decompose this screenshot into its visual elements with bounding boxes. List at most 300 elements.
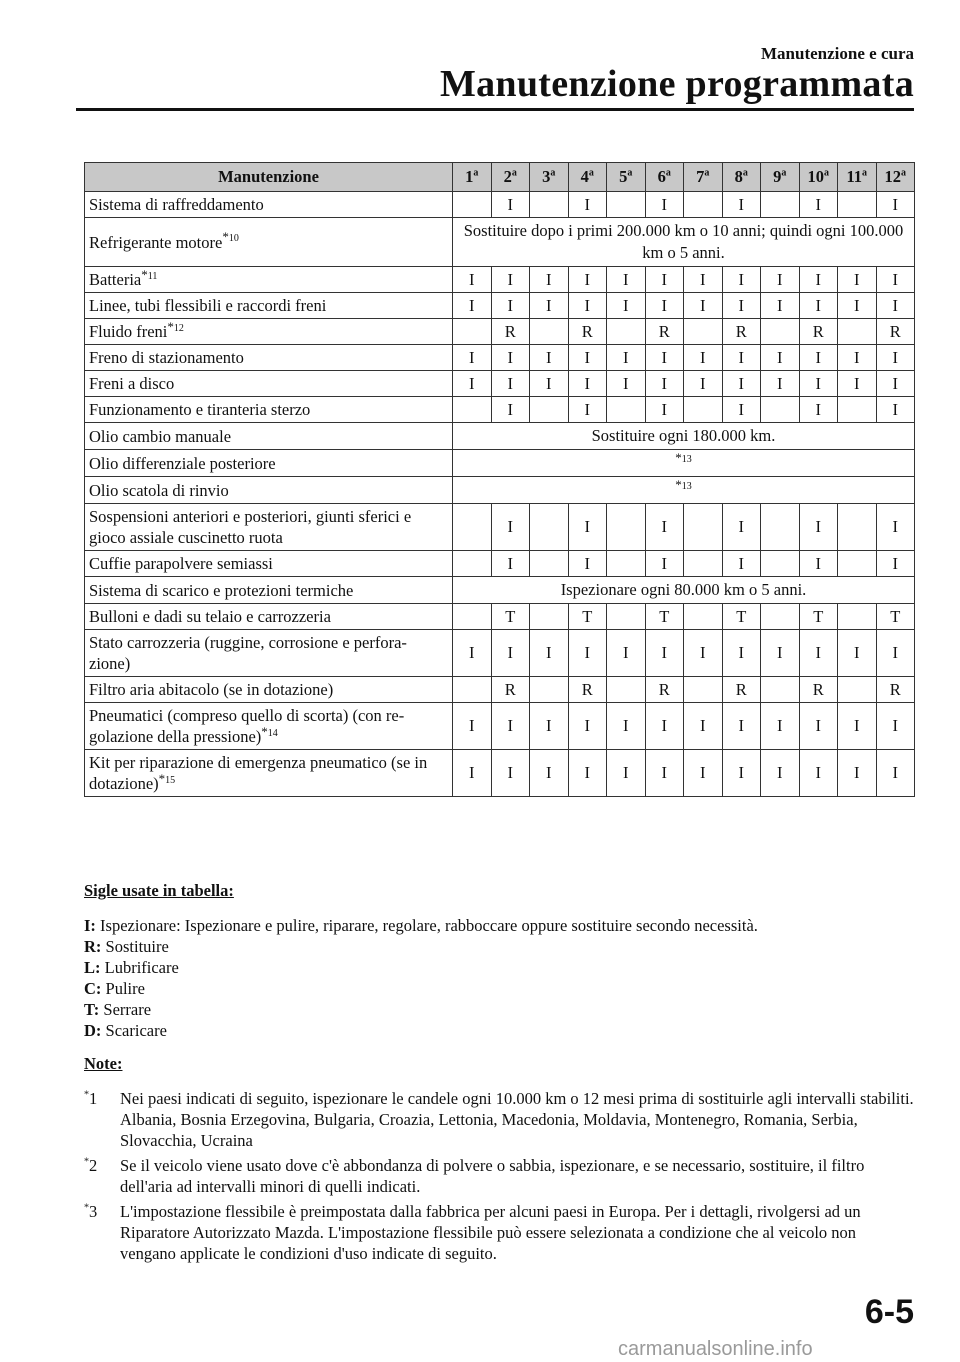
interval-ordinal: a [704, 167, 710, 179]
schedule-cell: I [491, 397, 530, 423]
interval-ordinal: a [588, 167, 594, 179]
schedule-cell [453, 192, 492, 218]
row-label [85, 345, 453, 371]
column-header-maintenance: Manutenzione [85, 163, 453, 192]
schedule-cell: I [838, 630, 877, 677]
schedule-cell: I [722, 293, 761, 319]
schedule-cell: I [530, 630, 569, 677]
table-row [85, 551, 915, 577]
schedule-cell: I [876, 551, 915, 577]
schedule-cell: I [761, 345, 800, 371]
note-text [120, 1088, 914, 1151]
row-label-text: Pneumatici (compreso quello di scorta) (con re-golazione della pressione) [89, 706, 405, 746]
row-label-text: Sospensioni anteriori e posteriori, giunti sferici e gioco assiale cuscinetto ruota [89, 507, 412, 547]
row-label [85, 750, 453, 797]
schedule-cell [684, 677, 723, 703]
legend-code: C: [84, 979, 102, 998]
schedule-cell: I [876, 371, 915, 397]
schedule-cell [838, 192, 877, 218]
schedule-cell [530, 677, 569, 703]
schedule-cell: I [568, 504, 607, 551]
legend-list [84, 915, 914, 1041]
schedule-cell: I [761, 293, 800, 319]
row-label [85, 293, 453, 319]
interval-number: 3 [542, 167, 551, 186]
footnote-ref [675, 449, 692, 465]
table-row [85, 477, 915, 504]
row-label-text: Freno di stazionamento [89, 348, 244, 367]
schedule-cell: I [722, 750, 761, 797]
column-header-interval [645, 163, 684, 192]
interval-number: 2 [503, 167, 512, 186]
legend-item [84, 915, 914, 936]
schedule-cell [453, 504, 492, 551]
schedule-cell [761, 504, 800, 551]
row-label [85, 192, 453, 218]
schedule-cell [761, 397, 800, 423]
schedule-cell: I [645, 345, 684, 371]
asterisk-icon: * [84, 1089, 89, 1101]
row-label-text: Bulloni e dadi su telaio e carrozzeria [89, 607, 331, 626]
schedule-cell: I [799, 267, 838, 293]
row-label [85, 504, 453, 551]
note-marker [84, 1155, 120, 1197]
legend-item [84, 957, 914, 978]
footnote-number: 10 [228, 233, 239, 244]
table-header-row [85, 163, 915, 192]
schedule-cell: I [491, 504, 530, 551]
schedule-cell [838, 397, 877, 423]
row-label-text: Funzionamento e tiranteria sterzo [89, 400, 311, 419]
schedule-cell: R [876, 319, 915, 345]
schedule-cell: I [722, 267, 761, 293]
footnote-ref [167, 318, 184, 334]
schedule-cell [684, 604, 723, 630]
row-label-text: Sistema di raffreddamento [89, 195, 264, 214]
legend-code: T: [84, 1000, 100, 1019]
asterisk-icon: * [141, 266, 148, 282]
schedule-cell: I [761, 750, 800, 797]
legend-code: I: [84, 916, 96, 935]
row-label [85, 604, 453, 630]
schedule-cell: I [645, 551, 684, 577]
schedule-span-cell [453, 477, 915, 504]
schedule-span-cell [453, 450, 915, 477]
schedule-cell: I [491, 750, 530, 797]
row-label [85, 630, 453, 677]
row-label-text: Batteria [89, 270, 142, 289]
schedule-cell: I [645, 267, 684, 293]
interval-number: 8 [734, 167, 743, 186]
row-label [85, 397, 453, 423]
schedule-cell: I [491, 345, 530, 371]
schedule-cell [607, 192, 646, 218]
schedule-span-cell: Sostituire dopo i primi 200.000 km o 10 anni; quindi ogni 100.000 km o 5 anni. [453, 218, 915, 267]
schedule-cell [453, 551, 492, 577]
table-row [85, 397, 915, 423]
table-body [85, 192, 915, 797]
schedule-cell: I [453, 630, 492, 677]
interval-number: 4 [580, 167, 589, 186]
schedule-cell [607, 551, 646, 577]
column-header-interval [722, 163, 761, 192]
schedule-cell: I [607, 267, 646, 293]
note-number: 2 [89, 1156, 98, 1175]
note-number: 1 [89, 1089, 98, 1108]
table-row [85, 630, 915, 677]
footnote-ref [675, 476, 692, 492]
row-label [85, 703, 453, 750]
row-label-text: Sistema di scarico e protezioni termiche [89, 580, 354, 600]
interval-ordinal: a [824, 167, 829, 179]
row-label [85, 218, 453, 267]
row-label [85, 577, 453, 604]
footnote-number: 13 [681, 453, 692, 465]
schedule-cell: R [568, 677, 607, 703]
row-label [85, 423, 453, 450]
schedule-cell: I [453, 750, 492, 797]
row-label [85, 551, 453, 577]
legend-code: D: [84, 1021, 102, 1040]
schedule-cell: I [568, 551, 607, 577]
schedule-cell: T [799, 604, 838, 630]
interval-number: 9 [773, 167, 782, 186]
footnote-ref [141, 266, 158, 282]
interval-number: 1 [465, 167, 474, 186]
schedule-cell [838, 604, 877, 630]
schedule-cell: I [607, 371, 646, 397]
column-header-interval [761, 163, 800, 192]
note-item [84, 1155, 914, 1197]
schedule-cell: I [799, 192, 838, 218]
interval-ordinal: a [781, 167, 787, 179]
column-header-interval [799, 163, 838, 192]
schedule-cell: I [876, 750, 915, 797]
asterisk-icon: * [675, 449, 682, 465]
schedule-cell [453, 397, 492, 423]
schedule-cell: R [568, 319, 607, 345]
interval-ordinal: a [473, 167, 479, 179]
row-label-text: Filtro aria abitacolo (se in dotazione) [89, 680, 334, 699]
asterisk-icon: * [167, 318, 174, 334]
schedule-cell: R [799, 319, 838, 345]
schedule-cell: T [876, 604, 915, 630]
schedule-cell: I [568, 293, 607, 319]
schedule-cell [453, 319, 492, 345]
footnote-number: 15 [165, 774, 176, 786]
schedule-cell: I [645, 192, 684, 218]
legend-text: Lubrificare [104, 958, 179, 977]
row-label [85, 450, 453, 477]
schedule-cell [607, 504, 646, 551]
schedule-cell [838, 551, 877, 577]
schedule-cell: I [684, 345, 723, 371]
interval-number: 11 [846, 167, 863, 186]
schedule-cell: I [799, 345, 838, 371]
schedule-cell [607, 319, 646, 345]
row-label-text: Refrigerante motore [89, 232, 223, 252]
schedule-cell: I [684, 267, 723, 293]
note-paragraph: L'impostazione flessibile è preimpostata dalla fabbrica per alcuni paesi in Europa. Per i dettagli, rivolgersi ad un Riparatore Autorizzato Mazda. L'impostazione flessibile può essere selezionata a condizione che al veicolo non vengano applicate le condizioni d'uso indicate di seguito. [120, 1202, 861, 1263]
schedule-cell: I [876, 293, 915, 319]
schedule-cell: I [645, 504, 684, 551]
schedule-cell [607, 677, 646, 703]
schedule-cell [838, 504, 877, 551]
legend-section [84, 880, 914, 1268]
schedule-cell [530, 192, 569, 218]
page-number: 6-5 [864, 1293, 914, 1331]
schedule-cell: I [607, 293, 646, 319]
notes-list [84, 1088, 914, 1264]
footnote-number: 11 [147, 270, 158, 282]
schedule-cell: I [838, 293, 877, 319]
column-header-interval [838, 163, 877, 192]
interval-ordinal: a [862, 167, 868, 179]
schedule-cell [838, 677, 877, 703]
schedule-cell [684, 504, 723, 551]
schedule-cell: I [684, 293, 723, 319]
schedule-cell: I [568, 345, 607, 371]
footnote-number: 14 [267, 727, 278, 739]
row-label-text: Olio scatola di rinvio [89, 480, 229, 500]
footnote-number: 12 [173, 322, 184, 334]
schedule-cell: I [799, 371, 838, 397]
table-row [85, 450, 915, 477]
schedule-cell: I [530, 267, 569, 293]
row-label-text: Fluido freni [89, 322, 168, 341]
schedule-cell: T [491, 604, 530, 630]
schedule-cell: I [607, 345, 646, 371]
schedule-cell [607, 604, 646, 630]
schedule-span-cell: Ispezionare ogni 80.000 km o 5 anni. [453, 577, 915, 604]
table-row [85, 577, 915, 604]
schedule-cell: R [645, 677, 684, 703]
row-label [85, 267, 453, 293]
footnote-ref [261, 723, 278, 739]
schedule-cell: R [722, 319, 761, 345]
schedule-cell [761, 677, 800, 703]
schedule-cell: I [799, 750, 838, 797]
asterisk-icon: * [675, 476, 682, 492]
schedule-cell [607, 397, 646, 423]
schedule-cell [530, 397, 569, 423]
legend-text: Scaricare [105, 1021, 167, 1040]
column-header-interval [684, 163, 723, 192]
header-rule [76, 108, 914, 111]
schedule-cell: I [453, 345, 492, 371]
footnote-number: 13 [681, 480, 692, 492]
schedule-cell: I [722, 703, 761, 750]
schedule-cell [761, 551, 800, 577]
schedule-cell: I [876, 192, 915, 218]
asterisk-icon: * [261, 723, 268, 739]
note-item [84, 1088, 914, 1151]
legend-code: L: [84, 958, 101, 977]
asterisk-icon: * [158, 770, 166, 786]
schedule-cell [530, 504, 569, 551]
schedule-cell: I [838, 371, 877, 397]
schedule-cell [761, 319, 800, 345]
schedule-cell: I [722, 345, 761, 371]
schedule-cell: I [491, 703, 530, 750]
schedule-cell: I [799, 504, 838, 551]
row-label-text: Stato carrozzeria (ruggine, corrosione e perfora-zione) [89, 633, 407, 673]
table-row [85, 677, 915, 703]
schedule-cell: I [568, 192, 607, 218]
schedule-cell [530, 551, 569, 577]
schedule-cell: R [799, 677, 838, 703]
column-header-interval [607, 163, 646, 192]
interval-ordinal: a [742, 167, 748, 179]
schedule-cell: I [876, 630, 915, 677]
schedule-cell: I [684, 630, 723, 677]
legend-text: Ispezionare: Ispezionare e pulire, riparare, regolare, rabboccare oppure sostituire secondo necessità. [100, 916, 758, 935]
schedule-cell: I [799, 630, 838, 677]
schedule-cell: I [568, 630, 607, 677]
table-row [85, 293, 915, 319]
schedule-cell: I [568, 703, 607, 750]
schedule-cell: T [722, 604, 761, 630]
schedule-cell [530, 319, 569, 345]
maintenance-table [84, 162, 915, 797]
row-label-text: Cuffie parapolvere semiassi [89, 554, 273, 573]
schedule-cell: I [838, 267, 877, 293]
note-marker [84, 1201, 120, 1264]
schedule-cell: I [799, 293, 838, 319]
schedule-cell: I [761, 703, 800, 750]
interval-ordinal: a [665, 167, 671, 179]
table-row [85, 192, 915, 218]
schedule-cell: I [722, 371, 761, 397]
schedule-cell: I [568, 267, 607, 293]
schedule-cell: I [761, 630, 800, 677]
schedule-cell: I [607, 750, 646, 797]
note-item [84, 1201, 914, 1264]
schedule-cell: I [530, 345, 569, 371]
schedule-cell: I [491, 192, 530, 218]
table-row [85, 423, 915, 450]
table-row [85, 319, 915, 345]
schedule-cell: I [645, 293, 684, 319]
schedule-cell: I [453, 293, 492, 319]
schedule-cell: I [453, 371, 492, 397]
schedule-cell: I [722, 504, 761, 551]
interval-ordinal: a [901, 167, 906, 179]
note-paragraph: Nei paesi indicati di seguito, ispezionare le candele ogni 10.000 km o 12 mesi prima di sostituirle agli intervalli stabiliti. [120, 1089, 914, 1108]
schedule-cell: R [876, 677, 915, 703]
note-country-list: Albania, Bosnia Erzegovina, Bulgaria, Croazia, Lettonia, Macedonia, Moldavia, Montenegro, Romania, Serbia, Slovacchia, Ucraina [120, 1110, 858, 1150]
column-header-interval [876, 163, 915, 192]
schedule-cell: T [568, 604, 607, 630]
schedule-cell: I [491, 371, 530, 397]
row-label [85, 319, 453, 345]
schedule-cell: I [761, 371, 800, 397]
schedule-cell: I [645, 703, 684, 750]
schedule-cell: I [491, 267, 530, 293]
schedule-cell: I [684, 703, 723, 750]
row-label-text: Freni a disco [89, 374, 175, 393]
interval-number: 7 [696, 167, 705, 186]
note-number: 3 [89, 1202, 98, 1221]
schedule-cell: I [568, 397, 607, 423]
table-row [85, 504, 915, 551]
legend-title: Sigle usate in tabella: [84, 881, 234, 900]
interval-number: 10 [807, 167, 824, 186]
note-text [120, 1201, 914, 1264]
schedule-cell: I [530, 703, 569, 750]
schedule-cell: I [722, 551, 761, 577]
schedule-cell: I [607, 630, 646, 677]
row-label [85, 677, 453, 703]
schedule-cell: I [876, 703, 915, 750]
legend-text: Serrare [103, 1000, 152, 1019]
column-header-interval [530, 163, 569, 192]
asterisk-icon: * [84, 1202, 89, 1214]
interval-ordinal: a [550, 167, 556, 179]
legend-item [84, 978, 914, 999]
schedule-cell [684, 192, 723, 218]
row-label-text: Linee, tubi flessibili e raccordi freni [89, 296, 327, 315]
schedule-span-cell: Sostituire ogni 180.000 km. [453, 423, 915, 450]
table-row [85, 750, 915, 797]
schedule-cell: I [491, 630, 530, 677]
schedule-cell: I [453, 267, 492, 293]
schedule-cell [453, 604, 492, 630]
legend-code: R: [84, 937, 102, 956]
table-row [85, 218, 915, 267]
schedule-cell [453, 677, 492, 703]
schedule-cell [684, 397, 723, 423]
footnote-ref [222, 229, 239, 244]
schedule-cell: I [799, 703, 838, 750]
schedule-cell: I [838, 750, 877, 797]
watermark: carmanualsonline.info [618, 1338, 813, 1360]
schedule-cell [684, 319, 723, 345]
schedule-cell [838, 319, 877, 345]
column-header-interval [568, 163, 607, 192]
row-label-text: Olio cambio manuale [89, 426, 232, 446]
notes-title: Note: [84, 1054, 123, 1073]
legend-item [84, 999, 914, 1020]
legend-item [84, 1020, 914, 1041]
table-row [85, 267, 915, 293]
note-text [120, 1155, 914, 1197]
legend-item [84, 936, 914, 957]
schedule-cell: I [838, 345, 877, 371]
schedule-cell: I [684, 371, 723, 397]
note-paragraph: Se il veicolo viene usato dove c'è abbondanza di polvere o sabbia, ispezionare, e se necessario, sostituire, il filtro dell'aria ad intervalli minori di quelli indicati. [120, 1156, 865, 1196]
row-label [85, 371, 453, 397]
interval-number: 6 [657, 167, 666, 186]
interval-number: 5 [619, 167, 628, 186]
page-title: Manutenzione programmata [439, 63, 914, 105]
schedule-cell: I [722, 192, 761, 218]
schedule-cell: I [876, 504, 915, 551]
row-label [85, 477, 453, 504]
schedule-cell: I [876, 267, 915, 293]
table-row [85, 604, 915, 630]
interval-ordinal: a [511, 167, 517, 179]
schedule-cell [530, 604, 569, 630]
section-title: Manutenzione e cura [761, 44, 914, 63]
schedule-cell: R [645, 319, 684, 345]
schedule-cell: I [645, 630, 684, 677]
schedule-cell: I [799, 397, 838, 423]
schedule-cell: I [722, 397, 761, 423]
schedule-cell: I [761, 267, 800, 293]
schedule-cell [761, 604, 800, 630]
schedule-cell: I [645, 397, 684, 423]
